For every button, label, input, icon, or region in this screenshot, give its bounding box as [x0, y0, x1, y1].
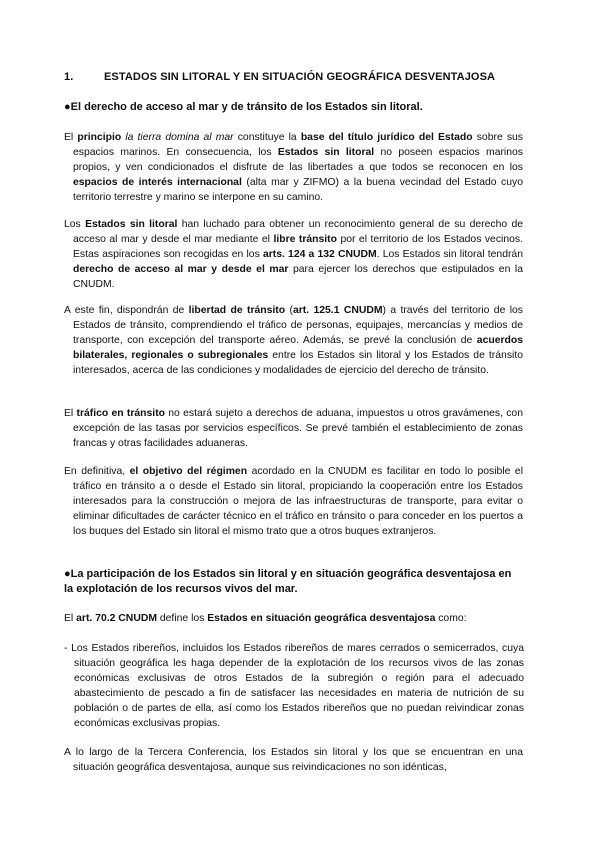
paragraph-3: A este fin, dispondrán de libertad de tránsito (art. 125.1 CNUDM) a través del territorio de los Estados de tránsito, comprendiendo el tráfico de personas, equipajes, mercancías y medios de transporte, con excepción del transporte aéreo. Además, se prevé la conclusión de acuerdos bilaterales, regionales o subregionales entre los Estados sin litoral y los Estados de tránsito interesados, acerca de las condiciones y modalidades de ejercicio del derecho de tránsito. — [64, 305, 523, 376]
heading-title: ESTADOS SIN LITORAL Y EN SITUACIÓN GEOGRÁFICA DESVENTAJOSA — [104, 71, 496, 83]
subsection-title-1: ●El derecho de acceso al mar y de tránsito de los Estados sin litoral. — [64, 101, 423, 113]
subsection-title-2: ●La participación de los Estados sin litoral y en situación geográfica desventajosa en la explotación de los recursos vivos del mar. — [64, 568, 512, 595]
paragraph-2: Los Estados sin litoral han luchado para obtener un reconocimiento general de su derecho de acceso al mar y desde el mar mediante el libre tránsito por el territorio de los Estados vecinos. Estas aspiraciones son recogidas en los arts. 124 a 132 CNUDM. Los Estados sin litoral tendrán derecho de acceso al mar y desde el mar para ejercer los derechos que estipulados en la CNUDM. — [64, 219, 523, 290]
definition-list-item: - Los Estados ribereños, incluidos los Estados ribereños de mares cerrados o semicerrados, cuya situación geográfica les haga depender de la explotación de los recursos vivos de las zonas económicas exclusivas de otros Estados de la subregión o región para el adecuado abastecimiento de pescado a fin de satisfacer las necesidades en materia de nutrición de su población o de partes de ella, así como los Estados ribereños que no puedan reivindicar zonas económicas exclusivas propias. — [64, 643, 524, 729]
paragraph-8: A lo largo de la Tercera Conferencia, los Estados sin litoral y los que se encuentran en una situación geográfica desventajosa, aunque sus reivindicaciones no son idénticas, — [64, 747, 523, 773]
paragraph-6: El art. 70.2 CNUDM define los Estados en situación geográfica desventajosa como: — [64, 613, 467, 624]
paragraph-4: El tráfico en tránsito no estará sujeto a derechos de aduana, impuestos u otros gravámenes, con excepción de las tasas por servicios específicos. Se prevé también el establecimiento de zonas francas y otras facilidades aduaneras. — [64, 408, 523, 449]
section-heading — [64, 71, 495, 83]
paragraph-5: En definitiva, el objetivo del régimen acordado en la CNUDM es facilitar en todo lo posible el tráfico en tránsito a o desde el Estado sin litoral, propiciando la cooperación entre los Estados interesados para la construcción o mejora de las infraestructuras de transporte, para evitar o eliminar dificultades de carácter técnico en el tráfico en tránsito o para conceder en los puertos a los buques del Estado sin litoral el mismo trato que a otros buques extranjeros. — [64, 466, 524, 537]
paragraph-1: El principio la tierra domina al mar constituye la base del título jurídico del Estado sobre sus espacios marinos. En consecuencia, los Estados sin litoral no poseen espacios marinos propios, y ven condicionados el disfrute de las libertades a que todos se reconocen en los espacios de interés internacional (alta mar y ZIFMO) a la buena vecindad del Estado cuyo territorio terrestre y marino se interpone en su camino. — [64, 132, 524, 203]
heading-number: 1. — [64, 71, 74, 83]
